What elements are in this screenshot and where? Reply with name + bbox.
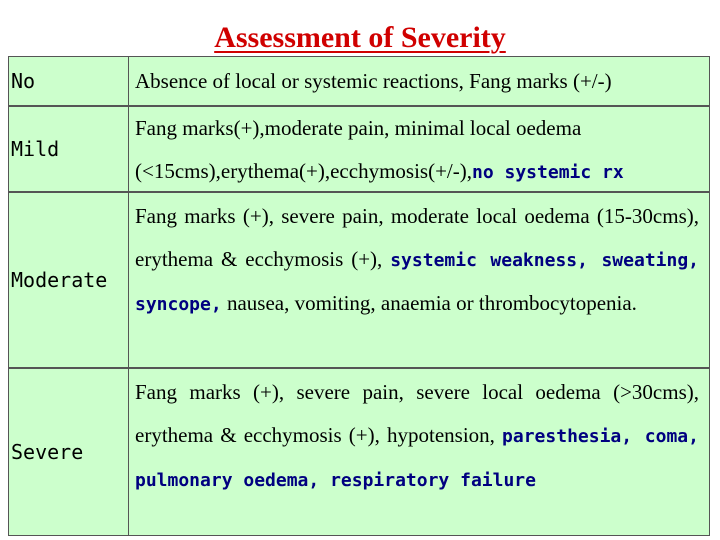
severity-label-no: No	[9, 57, 129, 105]
page-title	[0, 18, 720, 58]
severity-description-no	[135, 60, 699, 103]
table-row-no	[9, 57, 709, 105]
page-title-text: Assessment of Severity	[214, 21, 506, 54]
severity-text-mild-plain: (<15cms),erythema(+),ecchymosis(+/-),	[135, 159, 472, 183]
severity-description-moderate	[135, 195, 699, 326]
severity-text-mild-emphasis: no systemic rx	[472, 162, 624, 183]
table-row-moderate	[9, 191, 709, 367]
severity-text-moderate-plain1: Fang marks (+), severe pain, moderate local oedema (15-30cms), erythema & ecchymosis (+),	[135, 204, 699, 271]
severity-text-mild-line1: Fang marks(+),moderate pain, minimal local oedema	[135, 116, 582, 140]
severity-description-severe	[135, 371, 699, 502]
severity-description-mild	[135, 107, 699, 194]
severity-label-mild: Mild	[9, 107, 129, 191]
severity-text-no: Absence of local or systemic reactions, Fang marks (+/-)	[135, 69, 612, 93]
severity-table	[8, 56, 710, 536]
severity-text-severe-emphasis: paresthesia, coma, pulmonary oedema, respiratory failure	[135, 426, 699, 491]
severity-text-moderate-plain2: nausea, vomiting, anaemia or thrombocytopenia.	[221, 291, 637, 315]
severity-label-severe: Severe	[9, 369, 129, 535]
severity-text-severe-plain1: Fang marks (+), severe pain, severe local oedema (>30cms), erythema & ecchymosis (+), hypotension,	[135, 380, 699, 447]
severity-text-moderate-emphasis: systemic weakness, sweating, syncope,	[135, 250, 700, 315]
table-row-mild	[9, 105, 709, 191]
severity-label-moderate: Moderate	[9, 193, 129, 367]
severity-text-mild-line2	[135, 150, 699, 194]
table-row-severe	[9, 367, 709, 535]
